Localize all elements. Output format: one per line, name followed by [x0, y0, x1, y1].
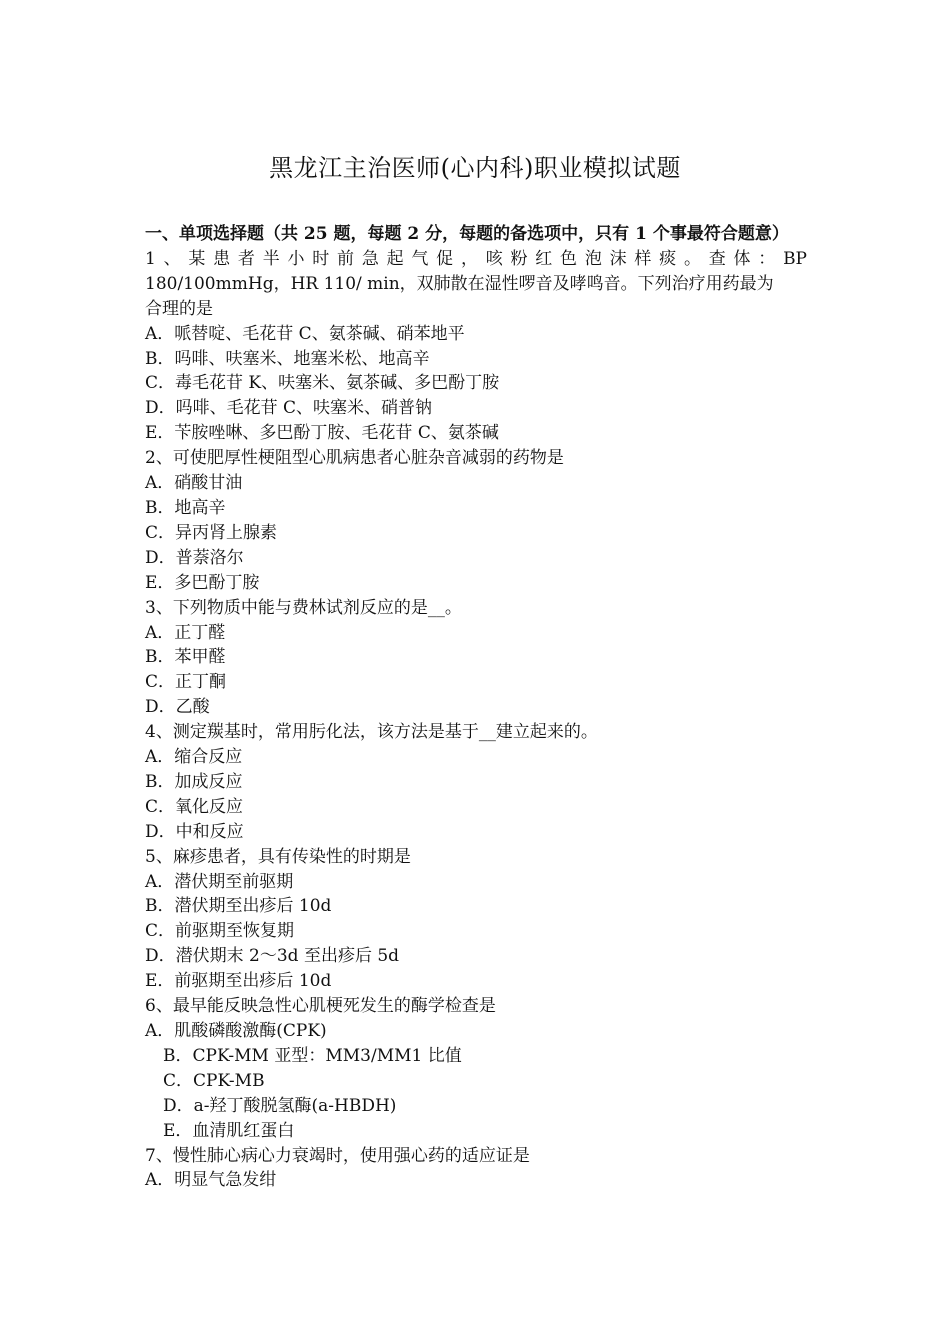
answer-option: C．CPK-MB — [163, 1070, 265, 1091]
answer-option: B．CPK-MM 亚型：MM3/MM1 比值 — [163, 1045, 462, 1066]
answer-option: D．a-羟丁酸脱氢酶(a-HBDH) — [163, 1095, 397, 1116]
answer-option: D．乙酸 — [145, 697, 210, 718]
question-5 — [145, 845, 807, 994]
document-title: 黑龙江主治医师(心内科)职业模拟试题 — [269, 154, 681, 182]
section-heading: 一、单项选择题（共 25 题，每题 2 分，每题的备选项中，只有 1 个事最符合题意） — [145, 224, 789, 244]
answer-option: B．加成反应 — [145, 771, 243, 792]
answer-option: A．肌酸磷酸激酶(CPK) — [145, 1021, 327, 1041]
answer-option: A．潜伏期至前驱期 — [145, 871, 294, 892]
answer-option: C．毒毛花苷 K、呋塞米、氨茶碱、多巴酚丁胺 — [145, 373, 500, 394]
question-stem: 4、测定羰基时，常用肟化法，该方法是基于__建立起来的。 — [145, 722, 598, 743]
answer-option: B．潜伏期至出疹后 10d — [145, 896, 332, 917]
answer-option: B．苯甲醛 — [145, 647, 226, 668]
answer-option: E．前驱期至出疹后 10d — [145, 971, 332, 992]
answer-option: E．血清肌红蛋白 — [163, 1120, 295, 1141]
answer-option: C．正丁酮 — [145, 672, 227, 693]
question-3 — [145, 596, 807, 721]
question-stem: 7、慢性肺心病心力衰竭时，使用强心药的适应证是 — [145, 1145, 530, 1166]
answer-option: B．吗啡、呋塞米、地塞米松、地高辛 — [145, 348, 430, 369]
question-4 — [145, 720, 807, 845]
answer-option: A．缩合反应 — [145, 747, 243, 768]
question-stem-line: 180/100mmHg，HR 110/ min，双肺散在湿性啰音及哮鸣音。下列治疗用药最为 — [145, 273, 774, 294]
question-6 — [145, 994, 807, 1143]
answer-option: C．前驱期至恢复期 — [145, 921, 295, 942]
answer-option: B．地高辛 — [145, 497, 226, 518]
answer-option: D．潜伏期末 2～3d 至出疹后 5d — [145, 946, 400, 967]
question-stem: 5、麻疹患者，具有传染性的时期是 — [145, 846, 411, 867]
document-body — [145, 222, 807, 1193]
question-2 — [145, 446, 807, 595]
answer-option: E．苄胺唑啉、多巴酚丁胺、毛花苷 C、氨茶碱 — [145, 423, 499, 444]
question-7 — [145, 1144, 807, 1194]
question-stem-line: 1、某患者半小时前急起气促，咳粉红色泡沫样痰。查体：BP — [145, 248, 807, 269]
question-stem: 2、可使肥厚性梗阻型心肌病患者心脏杂音减弱的药物是 — [145, 448, 564, 469]
question-stem: 6、最早能反映急性心肌梗死发生的酶学检查是 — [145, 996, 496, 1017]
question-1 — [145, 247, 807, 446]
answer-option: E．多巴酚丁胺 — [145, 572, 260, 593]
question-stem-line: 合理的是 — [145, 298, 213, 319]
answer-option: C．氧化反应 — [145, 796, 244, 817]
answer-option: D．普萘洛尔 — [145, 547, 244, 568]
question-stem: 3、下列物质中能与费林试剂反应的是__。 — [145, 597, 462, 618]
answer-option: D．中和反应 — [145, 821, 244, 842]
answer-option: D．吗啡、毛花苷 C、呋塞米、硝普钠 — [145, 398, 433, 419]
answer-option: A．硝酸甘油 — [145, 473, 243, 494]
answer-option: C．异丙肾上腺素 — [145, 522, 278, 543]
answer-option: A．正丁醛 — [145, 622, 226, 643]
answer-option: A．明显气急发绀 — [145, 1170, 277, 1191]
answer-option: A．哌替啶、毛花苷 C、氨茶碱、硝苯地平 — [145, 323, 465, 344]
